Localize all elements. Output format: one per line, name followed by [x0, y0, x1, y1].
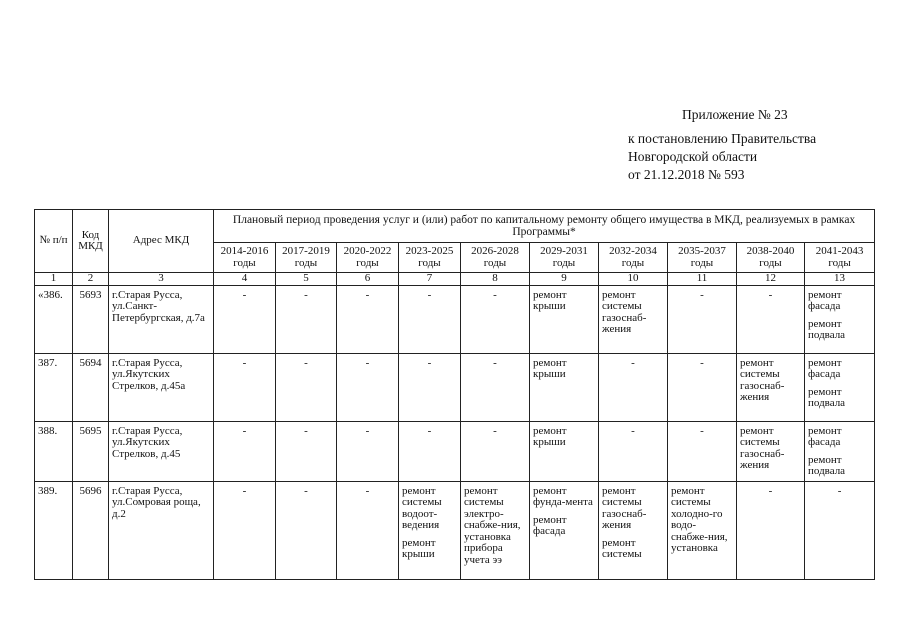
work-item: ремонт системы холодно-го водо-снабже-ния, установка	[671, 484, 728, 554]
work-cell	[805, 285, 875, 353]
header-address: Адрес МКД	[109, 210, 214, 273]
period-years: 2017-2019	[282, 245, 330, 257]
work-cell: -	[276, 285, 337, 353]
period-header	[337, 243, 399, 273]
repair-schedule-table	[34, 209, 875, 580]
period-years: 2023-2025	[405, 245, 454, 257]
work-cell: -	[737, 481, 805, 579]
mkd-code: 5696	[73, 481, 109, 579]
work-item: ремонт крыши	[402, 536, 436, 560]
work-cell	[530, 481, 599, 579]
header-code: Код МКД	[73, 210, 109, 273]
work-cell: -	[599, 421, 668, 481]
period-unit: годы	[483, 256, 507, 269]
column-number: 7	[399, 273, 461, 286]
work-cell: -	[399, 285, 461, 353]
work-cell: -	[276, 481, 337, 579]
table-row	[35, 481, 875, 579]
work-item: ремонт подвала	[808, 453, 846, 477]
work-cell: -	[668, 421, 737, 481]
work-item: ремонт системы газоснаб-жения	[740, 356, 785, 403]
work-cell	[530, 353, 599, 421]
column-number: 4	[214, 273, 276, 286]
period-unit: годы	[759, 256, 782, 269]
period-header	[805, 243, 875, 273]
work-item: ремонт системы	[602, 536, 642, 560]
work-item: ремонт системы электро-снабже-ния, установка прибора учета ээ	[464, 484, 521, 566]
work-cell	[805, 421, 875, 481]
resolution-date: от 21.12.2018 № 593	[628, 167, 745, 182]
work-cell: -	[461, 285, 530, 353]
work-item: ремонт фасада	[808, 288, 842, 312]
work-item: ремонт крыши	[533, 288, 567, 312]
period-unit: годы	[621, 256, 645, 269]
period-unit: годы	[356, 256, 379, 269]
mkd-code: 5695	[73, 421, 109, 481]
table-row	[35, 353, 875, 421]
period-header	[737, 243, 805, 273]
work-cell	[668, 481, 737, 579]
period-header	[399, 243, 461, 273]
work-item: ремонт фасада	[808, 356, 842, 380]
work-item: ремонт крыши	[533, 356, 567, 380]
work-cell	[805, 353, 875, 421]
annex-title: Приложение № 23	[682, 107, 788, 122]
work-cell: -	[276, 353, 337, 421]
work-cell: -	[668, 353, 737, 421]
mkd-address: г.Старая Русса, ул.Якутских Стрелков, д.45а	[109, 353, 214, 421]
period-unit: годы	[233, 256, 256, 269]
work-cell	[599, 285, 668, 353]
work-cell: -	[737, 285, 805, 353]
period-unit: годы	[690, 256, 714, 269]
period-years: 2026-2028	[471, 245, 519, 257]
column-number: 1	[35, 273, 73, 286]
work-cell: -	[337, 421, 399, 481]
row-number: «386.	[35, 285, 73, 353]
work-cell: -	[276, 421, 337, 481]
period-years: 2038-2040	[746, 245, 795, 257]
column-number: 8	[461, 273, 530, 286]
column-number: 11	[668, 273, 737, 286]
work-cell: -	[214, 285, 276, 353]
work-cell: -	[214, 481, 276, 579]
period-header	[668, 243, 737, 273]
work-cell	[737, 353, 805, 421]
work-item: ремонт системы водоот-ведения	[402, 484, 442, 531]
period-unit: годы	[294, 256, 318, 269]
column-number: 3	[109, 273, 214, 286]
work-cell: -	[599, 353, 668, 421]
column-number: 13	[805, 273, 875, 286]
column-number: 12	[737, 273, 805, 286]
work-cell: -	[668, 285, 737, 353]
work-item: ремонт фасада	[808, 424, 842, 448]
work-cell: -	[399, 353, 461, 421]
period-years: 2014-2016	[220, 245, 269, 257]
mkd-address: г.Старая Русса, ул.Санкт-Петербургская, д.7а	[109, 285, 214, 353]
column-number: 9	[530, 273, 599, 286]
period-header	[276, 243, 337, 273]
column-number-row	[35, 273, 875, 286]
row-number: 388.	[35, 421, 73, 481]
work-cell	[737, 421, 805, 481]
work-cell	[599, 481, 668, 579]
period-unit: годы	[418, 256, 441, 269]
work-item: ремонт подвала	[808, 385, 846, 409]
work-item: ремонт системы газоснаб-жения	[602, 288, 647, 335]
column-number: 5	[276, 273, 337, 286]
mkd-address: г.Старая Русса, ул.Сомровая роща, д.2	[109, 481, 214, 579]
work-cell: -	[337, 285, 399, 353]
column-number: 6	[337, 273, 399, 286]
work-cell	[461, 481, 530, 579]
work-cell	[399, 481, 461, 579]
period-years: 2032-2034	[609, 245, 657, 257]
period-years: 2041-2043	[815, 245, 864, 257]
header-no: № п/п	[35, 210, 73, 273]
period-unit: годы	[552, 256, 576, 269]
work-cell: -	[399, 421, 461, 481]
table-body	[35, 285, 875, 579]
work-cell: -	[805, 481, 875, 579]
period-years: 2035-2037	[678, 245, 726, 257]
work-item: ремонт системы газоснаб-жения	[602, 484, 647, 531]
resolution-line-2: Новгородской области	[628, 149, 758, 164]
period-unit: годы	[828, 256, 851, 269]
work-cell	[530, 285, 599, 353]
work-cell: -	[461, 421, 530, 481]
work-item: ремонт фунда-мента	[533, 484, 593, 508]
work-item: ремонт подвала	[808, 317, 846, 341]
table-row	[35, 421, 875, 481]
work-cell: -	[337, 353, 399, 421]
work-cell	[530, 421, 599, 481]
work-cell: -	[337, 481, 399, 579]
period-header	[599, 243, 668, 273]
work-cell: -	[214, 353, 276, 421]
period-header	[530, 243, 599, 273]
work-item: ремонт крыши	[533, 424, 567, 448]
period-years: 2020-2022	[343, 245, 392, 257]
column-number: 2	[73, 273, 109, 286]
work-item: ремонт фасада	[533, 513, 567, 537]
period-header	[214, 243, 276, 273]
resolution-line-1: к постановлению Правительства	[628, 131, 817, 146]
column-number: 10	[599, 273, 668, 286]
header-plan-period: Плановый период проведения услуг и (или) работ по капитальному ремонту общего имущества в МКД, реализуемых в рамках Программы*	[214, 210, 875, 243]
mkd-code: 5693	[73, 285, 109, 353]
table-row	[35, 285, 875, 353]
mkd-address: г.Старая Русса, ул.Якутских Стрелков, д.45	[109, 421, 214, 481]
work-cell: -	[461, 353, 530, 421]
mkd-code: 5694	[73, 353, 109, 421]
period-years: 2029-2031	[540, 245, 588, 257]
period-header	[461, 243, 530, 273]
row-number: 387.	[35, 353, 73, 421]
work-item: ремонт системы газоснаб-жения	[740, 424, 785, 471]
work-cell: -	[214, 421, 276, 481]
row-number: 389.	[35, 481, 73, 579]
